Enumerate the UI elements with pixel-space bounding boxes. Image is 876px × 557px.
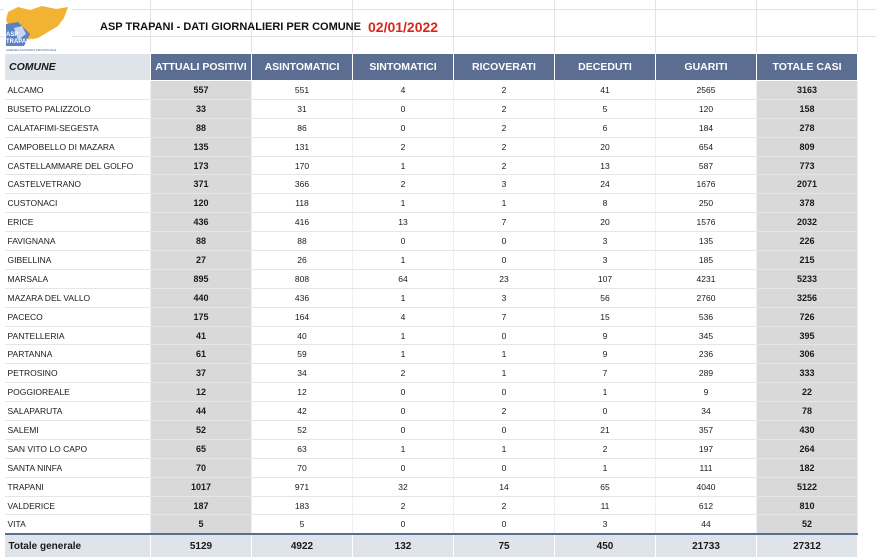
value-cell: 135 xyxy=(656,232,757,251)
value-cell: 187 xyxy=(151,496,252,515)
value-cell: 2 xyxy=(454,137,555,156)
table-row xyxy=(5,194,858,213)
value-cell: 5 xyxy=(555,99,656,118)
value-cell: 20 xyxy=(555,137,656,156)
totals-row xyxy=(5,534,858,557)
comune-cell: VITA xyxy=(5,515,151,534)
header-row xyxy=(5,54,858,81)
total-cell: 27312 xyxy=(757,534,858,557)
value-cell: 1 xyxy=(454,439,555,458)
comune-cell: MARSALA xyxy=(5,269,151,288)
value-cell: 1 xyxy=(555,383,656,402)
comune-cell: FAVIGNANA xyxy=(5,232,151,251)
value-cell: 13 xyxy=(353,213,454,232)
value-cell: 107 xyxy=(555,269,656,288)
value-cell: 5 xyxy=(252,515,353,534)
comune-cell: PARTANNA xyxy=(5,345,151,364)
logo-line-1: ASP xyxy=(6,32,19,38)
value-cell: 1 xyxy=(555,458,656,477)
table-row xyxy=(5,118,858,137)
value-cell: 3163 xyxy=(757,81,858,100)
value-cell: 0 xyxy=(555,402,656,421)
value-cell: 34 xyxy=(656,402,757,421)
comune-cell: ERICE xyxy=(5,213,151,232)
value-cell: 32 xyxy=(353,477,454,496)
value-cell: 2 xyxy=(454,496,555,515)
table-row xyxy=(5,269,858,288)
value-cell: 41 xyxy=(555,81,656,100)
value-cell: 1 xyxy=(353,345,454,364)
value-cell: 23 xyxy=(454,269,555,288)
data-table xyxy=(4,53,858,557)
page-title: ASP TRAPANI - DATI GIORNALIERI PER COMUNE xyxy=(100,21,361,33)
value-cell: 173 xyxy=(151,156,252,175)
value-cell: 65 xyxy=(555,477,656,496)
value-cell: 37 xyxy=(151,364,252,383)
comune-cell: CAMPOBELLO DI MAZARA xyxy=(5,137,151,156)
value-cell: 0 xyxy=(353,383,454,402)
column-header: ATTUALI POSITIVI xyxy=(151,54,252,81)
table-row xyxy=(5,251,858,270)
value-cell: 2032 xyxy=(757,213,858,232)
value-cell: 551 xyxy=(252,81,353,100)
value-cell: 3 xyxy=(555,232,656,251)
value-cell: 0 xyxy=(353,458,454,477)
table-row xyxy=(5,307,858,326)
value-cell: 7 xyxy=(555,364,656,383)
value-cell: 70 xyxy=(252,458,353,477)
value-cell: 1 xyxy=(454,194,555,213)
value-cell: 4 xyxy=(353,81,454,100)
table-row xyxy=(5,288,858,307)
value-cell: 111 xyxy=(656,458,757,477)
value-cell: 88 xyxy=(252,232,353,251)
value-cell: 183 xyxy=(252,496,353,515)
comune-cell: MAZARA DEL VALLO xyxy=(5,288,151,307)
comune-cell: SANTA NINFA xyxy=(5,458,151,477)
value-cell: 120 xyxy=(151,194,252,213)
comune-cell: CASTELLAMMARE DEL GOLFO xyxy=(5,156,151,175)
value-cell: 184 xyxy=(656,118,757,137)
value-cell: 3 xyxy=(555,251,656,270)
table-row xyxy=(5,99,858,118)
table-row xyxy=(5,81,858,100)
comune-cell: ALCAMO xyxy=(5,81,151,100)
value-cell: 33 xyxy=(151,99,252,118)
value-cell: 135 xyxy=(151,137,252,156)
logo-line-2: TRAPANI xyxy=(6,39,33,45)
table-row xyxy=(5,137,858,156)
comune-cell: POGGIOREALE xyxy=(5,383,151,402)
value-cell: 895 xyxy=(151,269,252,288)
value-cell: 3 xyxy=(555,515,656,534)
comune-cell: SALEMI xyxy=(5,421,151,440)
value-cell: 52 xyxy=(151,421,252,440)
value-cell: 158 xyxy=(757,99,858,118)
value-cell: 0 xyxy=(454,326,555,345)
value-cell: 182 xyxy=(757,458,858,477)
column-header: GUARITI xyxy=(656,54,757,81)
comune-cell: CALATAFIMI-SEGESTA xyxy=(5,118,151,137)
total-cell: 5129 xyxy=(151,534,252,557)
value-cell: 0 xyxy=(353,515,454,534)
comune-cell: VALDERICE xyxy=(5,496,151,515)
value-cell: 215 xyxy=(757,251,858,270)
value-cell: 416 xyxy=(252,213,353,232)
value-cell: 40 xyxy=(252,326,353,345)
asp-logo xyxy=(4,4,72,50)
table-row xyxy=(5,421,858,440)
value-cell: 34 xyxy=(252,364,353,383)
value-cell: 2 xyxy=(555,439,656,458)
table-row xyxy=(5,477,858,496)
total-cell: 132 xyxy=(353,534,454,557)
value-cell: 2 xyxy=(353,496,454,515)
value-cell: 21 xyxy=(555,421,656,440)
value-cell: 11 xyxy=(555,496,656,515)
value-cell: 7 xyxy=(454,307,555,326)
value-cell: 118 xyxy=(252,194,353,213)
value-cell: 3 xyxy=(454,175,555,194)
table-row xyxy=(5,383,858,402)
value-cell: 65 xyxy=(151,439,252,458)
value-cell: 5 xyxy=(151,515,252,534)
value-cell: 12 xyxy=(252,383,353,402)
value-cell: 0 xyxy=(454,232,555,251)
value-cell: 2 xyxy=(454,118,555,137)
column-header: ASINTOMATICI xyxy=(252,54,353,81)
value-cell: 440 xyxy=(151,288,252,307)
comune-cell: CUSTONACI xyxy=(5,194,151,213)
value-cell: 0 xyxy=(454,383,555,402)
value-cell: 1 xyxy=(353,326,454,345)
column-header: RICOVERATI xyxy=(454,54,555,81)
total-cell: 4922 xyxy=(252,534,353,557)
value-cell: 59 xyxy=(252,345,353,364)
value-cell: 306 xyxy=(757,345,858,364)
value-cell: 536 xyxy=(656,307,757,326)
value-cell: 226 xyxy=(757,232,858,251)
total-cell: 450 xyxy=(555,534,656,557)
value-cell: 20 xyxy=(555,213,656,232)
value-cell: 2 xyxy=(454,99,555,118)
comune-cell: GIBELLINA xyxy=(5,251,151,270)
table-row xyxy=(5,515,858,534)
value-cell: 809 xyxy=(757,137,858,156)
column-header: SINTOMATICI xyxy=(353,54,454,81)
value-cell: 808 xyxy=(252,269,353,288)
value-cell: 15 xyxy=(555,307,656,326)
value-cell: 14 xyxy=(454,477,555,496)
value-cell: 24 xyxy=(555,175,656,194)
value-cell: 1 xyxy=(353,194,454,213)
value-cell: 357 xyxy=(656,421,757,440)
value-cell: 0 xyxy=(454,515,555,534)
value-cell: 289 xyxy=(656,364,757,383)
value-cell: 64 xyxy=(353,269,454,288)
table-row xyxy=(5,175,858,194)
value-cell: 4040 xyxy=(656,477,757,496)
value-cell: 185 xyxy=(656,251,757,270)
value-cell: 88 xyxy=(151,232,252,251)
value-cell: 78 xyxy=(757,402,858,421)
table-row xyxy=(5,458,858,477)
value-cell: 12 xyxy=(151,383,252,402)
table-row xyxy=(5,326,858,345)
value-cell: 264 xyxy=(757,439,858,458)
value-cell: 2 xyxy=(454,81,555,100)
value-cell: 86 xyxy=(252,118,353,137)
value-cell: 6 xyxy=(555,118,656,137)
value-cell: 2 xyxy=(353,364,454,383)
value-cell: 2 xyxy=(454,402,555,421)
value-cell: 1 xyxy=(454,345,555,364)
value-cell: 0 xyxy=(454,251,555,270)
total-cell: 75 xyxy=(454,534,555,557)
comune-cell: PANTELLERIA xyxy=(5,326,151,345)
value-cell: 52 xyxy=(252,421,353,440)
value-cell: 1 xyxy=(353,439,454,458)
value-cell: 63 xyxy=(252,439,353,458)
value-cell: 395 xyxy=(757,326,858,345)
value-cell: 1 xyxy=(353,156,454,175)
table-row xyxy=(5,364,858,383)
value-cell: 345 xyxy=(656,326,757,345)
value-cell: 773 xyxy=(757,156,858,175)
value-cell: 612 xyxy=(656,496,757,515)
value-cell: 0 xyxy=(353,402,454,421)
value-cell: 9 xyxy=(555,345,656,364)
value-cell: 22 xyxy=(757,383,858,402)
value-cell: 44 xyxy=(656,515,757,534)
value-cell: 654 xyxy=(656,137,757,156)
column-header: COMUNE xyxy=(5,54,151,81)
value-cell: 278 xyxy=(757,118,858,137)
value-cell: 13 xyxy=(555,156,656,175)
value-cell: 9 xyxy=(656,383,757,402)
value-cell: 4 xyxy=(353,307,454,326)
value-cell: 1017 xyxy=(151,477,252,496)
value-cell: 197 xyxy=(656,439,757,458)
logo-subtitle: AZIENDA SANITARIA PROVINCIALE xyxy=(6,48,57,52)
value-cell: 2 xyxy=(353,137,454,156)
value-cell: 371 xyxy=(151,175,252,194)
value-cell: 810 xyxy=(757,496,858,515)
value-cell: 2565 xyxy=(656,81,757,100)
comune-cell: SALAPARUTA xyxy=(5,402,151,421)
value-cell: 378 xyxy=(757,194,858,213)
value-cell: 236 xyxy=(656,345,757,364)
totals-label: Totale generale xyxy=(5,534,151,557)
value-cell: 31 xyxy=(252,99,353,118)
value-cell: 557 xyxy=(151,81,252,100)
value-cell: 587 xyxy=(656,156,757,175)
value-cell: 164 xyxy=(252,307,353,326)
value-cell: 42 xyxy=(252,402,353,421)
value-cell: 2760 xyxy=(656,288,757,307)
value-cell: 726 xyxy=(757,307,858,326)
value-cell: 0 xyxy=(454,421,555,440)
value-cell: 2 xyxy=(454,156,555,175)
value-cell: 5233 xyxy=(757,269,858,288)
table-row xyxy=(5,402,858,421)
value-cell: 26 xyxy=(252,251,353,270)
value-cell: 2 xyxy=(353,175,454,194)
comune-cell: PETROSINO xyxy=(5,364,151,383)
table-row xyxy=(5,345,858,364)
value-cell: 333 xyxy=(757,364,858,383)
table-row xyxy=(5,156,858,175)
comune-cell: PACECO xyxy=(5,307,151,326)
value-cell: 1 xyxy=(353,288,454,307)
value-cell: 170 xyxy=(252,156,353,175)
comune-cell: SAN VITO LO CAPO xyxy=(5,439,151,458)
value-cell: 1 xyxy=(454,364,555,383)
value-cell: 27 xyxy=(151,251,252,270)
column-header: DECEDUTI xyxy=(555,54,656,81)
value-cell: 5122 xyxy=(757,477,858,496)
value-cell: 2071 xyxy=(757,175,858,194)
value-cell: 436 xyxy=(252,288,353,307)
value-cell: 52 xyxy=(757,515,858,534)
comune-cell: CASTELVETRANO xyxy=(5,175,151,194)
value-cell: 4231 xyxy=(656,269,757,288)
value-cell: 61 xyxy=(151,345,252,364)
value-cell: 0 xyxy=(353,118,454,137)
value-cell: 44 xyxy=(151,402,252,421)
table-row xyxy=(5,232,858,251)
value-cell: 70 xyxy=(151,458,252,477)
value-cell: 8 xyxy=(555,194,656,213)
table-row xyxy=(5,213,858,232)
value-cell: 88 xyxy=(151,118,252,137)
value-cell: 0 xyxy=(353,99,454,118)
value-cell: 41 xyxy=(151,326,252,345)
column-header: TOTALE CASI xyxy=(757,54,858,81)
total-cell: 21733 xyxy=(656,534,757,557)
value-cell: 3256 xyxy=(757,288,858,307)
value-cell: 0 xyxy=(353,232,454,251)
value-cell: 120 xyxy=(656,99,757,118)
comune-cell: TRAPANI xyxy=(5,477,151,496)
value-cell: 3 xyxy=(454,288,555,307)
report-date: 02/01/2022 xyxy=(368,19,439,35)
value-cell: 1 xyxy=(353,251,454,270)
value-cell: 9 xyxy=(555,326,656,345)
value-cell: 175 xyxy=(151,307,252,326)
value-cell: 971 xyxy=(252,477,353,496)
table-row xyxy=(5,439,858,458)
value-cell: 131 xyxy=(252,137,353,156)
value-cell: 0 xyxy=(454,458,555,477)
value-cell: 366 xyxy=(252,175,353,194)
value-cell: 7 xyxy=(454,213,555,232)
value-cell: 430 xyxy=(757,421,858,440)
value-cell: 0 xyxy=(353,421,454,440)
table-row xyxy=(5,496,858,515)
value-cell: 56 xyxy=(555,288,656,307)
value-cell: 436 xyxy=(151,213,252,232)
value-cell: 1676 xyxy=(656,175,757,194)
value-cell: 250 xyxy=(656,194,757,213)
value-cell: 1576 xyxy=(656,213,757,232)
comune-cell: BUSETO PALIZZOLO xyxy=(5,99,151,118)
